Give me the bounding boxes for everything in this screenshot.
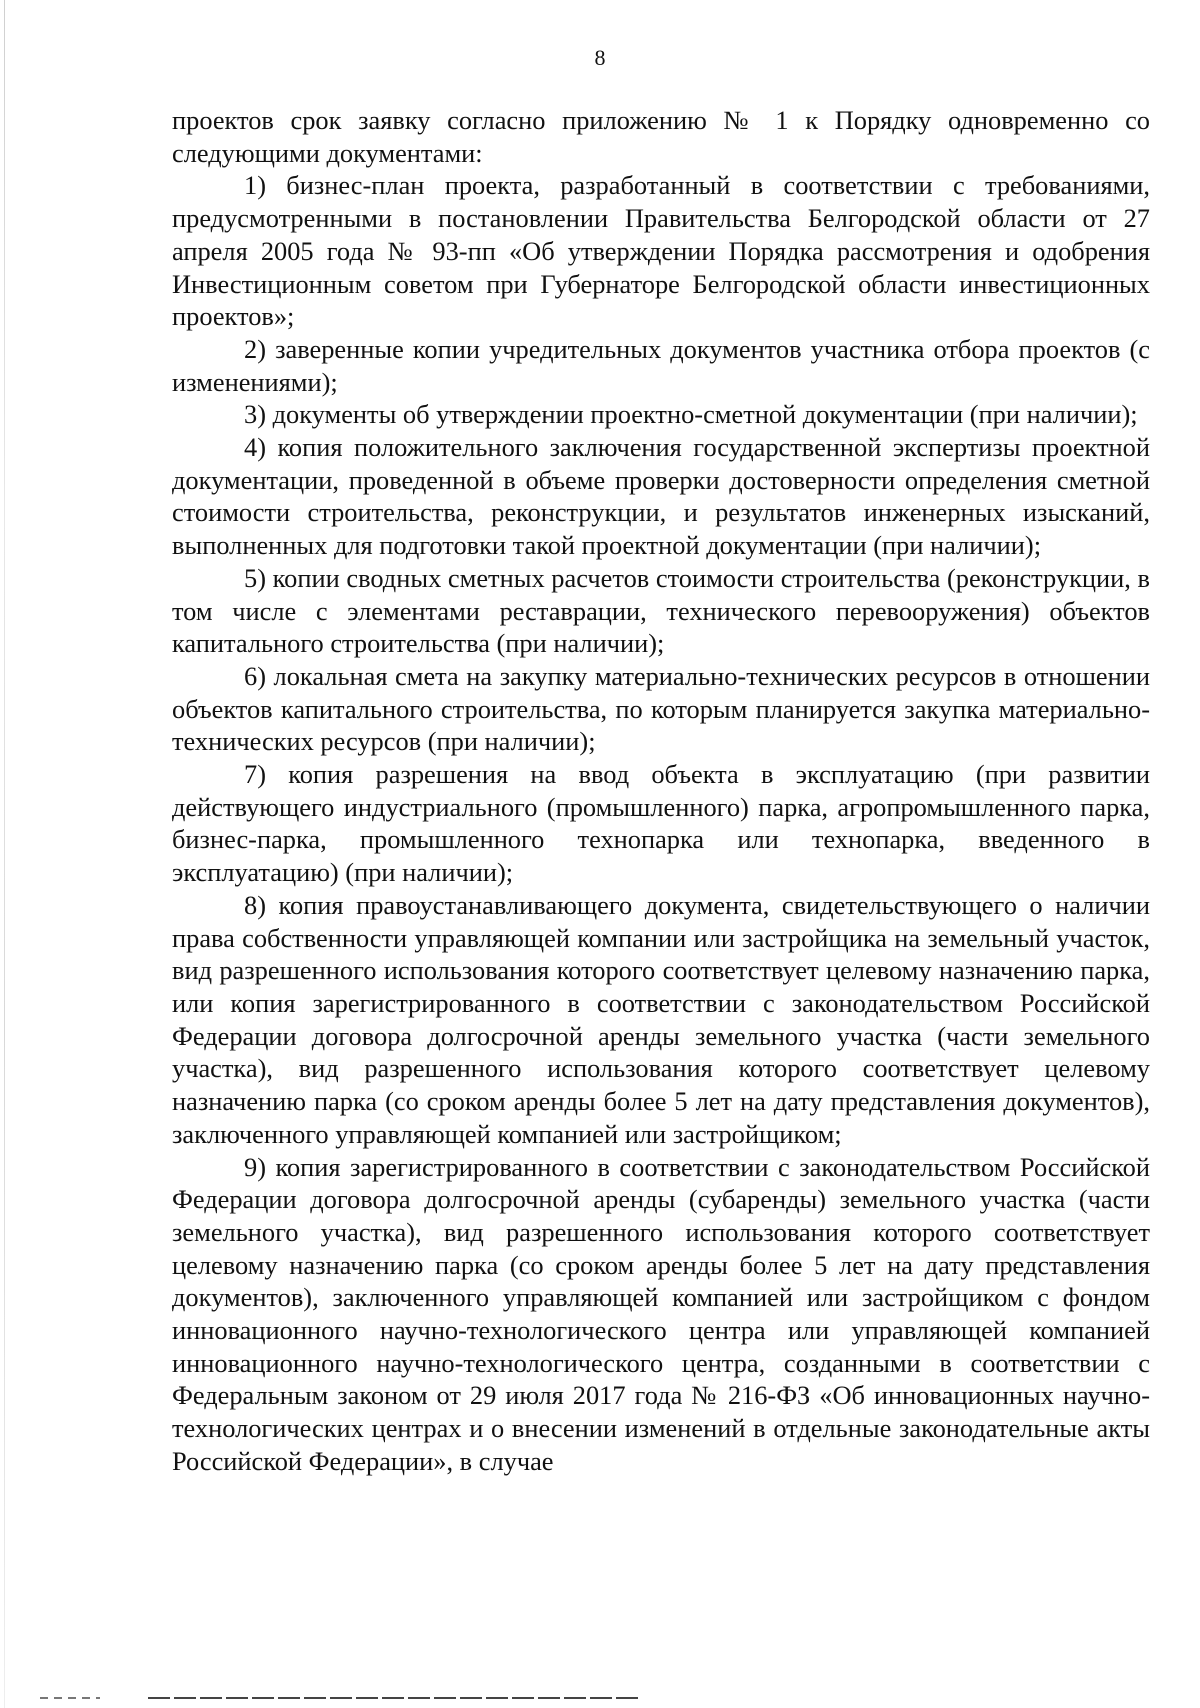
- paragraph-item-7: 7) копия разрешения на ввод объекта в эксплуатацию (при развитии действующего индустриального (промышленного) парка, агропромышленного парка, бизнес-парка, промышленного технопарка или технопарка, введенного в эксплуатацию) (при наличии);: [172, 759, 1150, 888]
- bottom-scan-dashes-left: [40, 1697, 100, 1699]
- page-number: 8: [594, 45, 606, 70]
- bottom-scan-rule: [148, 1697, 638, 1699]
- paragraph-item-4: 4) копия положительного заключения государственной экспертизы проектной документации, проведенной в объеме проверки достоверности определения сметной стоимости строительства, реконструкции, и результатов инженерных изысканий, выполненных для подготовки такой проектной документации (при наличии);: [172, 432, 1150, 561]
- paragraph-item-1: 1) бизнес-план проекта, разработанный в соответствии с требованиями, предусмотренными в постановлении Правительства Белгородской области от 27 апреля 2005 года № 93-пп «Об утверждении Порядка рассмотрения и одобрения Инвестиционным советом при Губернаторе Белгородской области инвестиционных проектов»;: [172, 170, 1150, 332]
- paragraph-item-5: 5) копии сводных сметных расчетов стоимости строительства (реконструкции, в том числе с элементами реставрации, технического перевооружения) объектов капитального строительства (при наличии);: [172, 562, 1150, 659]
- scan-left-edge: [4, 0, 5, 1708]
- paragraph-item-9: 9) копия зарегистрированного в соответствии с законодательством Российской Федерации договора долгосрочной аренды (субаренды) земельного участка (части земельного участка), вид разрешенного использования которого соответствует целевому назначению парка (со сроком аренды более 5 лет на дату представления документов), заключенного управляющей компанией или застройщиком с фондом инновационного научно-технологического центра или управляющей компанией инновационного научно-технологического центра, созданными в соответствии с Федеральным законом от 29 июля 2017 года № 216-ФЗ «Об инновационных научно-технологических центрах и о внесении изменений в отдельные законодательные акты Российской Федерации», в случае: [172, 1151, 1150, 1476]
- paragraph-item-3: 3) документы об утверждении проектно-сметной документации (при наличии);: [244, 399, 1138, 430]
- document-body: [172, 104, 1150, 1478]
- paragraph-intro-continuation: проектов срок заявку согласно приложению № 1 к Порядку одновременно со следующими документами:: [172, 105, 1150, 168]
- paragraph-item-8: 8) копия правоустанавливающего документа, свидетельствующего о наличии права собственности управляющей компании или застройщика на земельный участок, вид разрешенного использования которого соответствует целевому назначению парка, или копия зарегистрированного в соответствии с законодательством Российской Федерации договора долгосрочной аренды земельного участка (части земельного участка), вид разрешенного использования которого соответствует целевому назначению парка (со сроком аренды более 5 лет на дату представления документов), заключенного управляющей компанией или застройщиком;: [172, 889, 1150, 1149]
- paragraph-item-6: 6) локальная смета на закупку материально-технических ресурсов в отношении объектов капитального строительства, по которым планируется закупка материально-технических ресурсов (при наличии);: [172, 660, 1150, 757]
- paragraph-item-2: 2) заверенные копии учредительных документов участника отбора проектов (с изменениями);: [172, 333, 1150, 397]
